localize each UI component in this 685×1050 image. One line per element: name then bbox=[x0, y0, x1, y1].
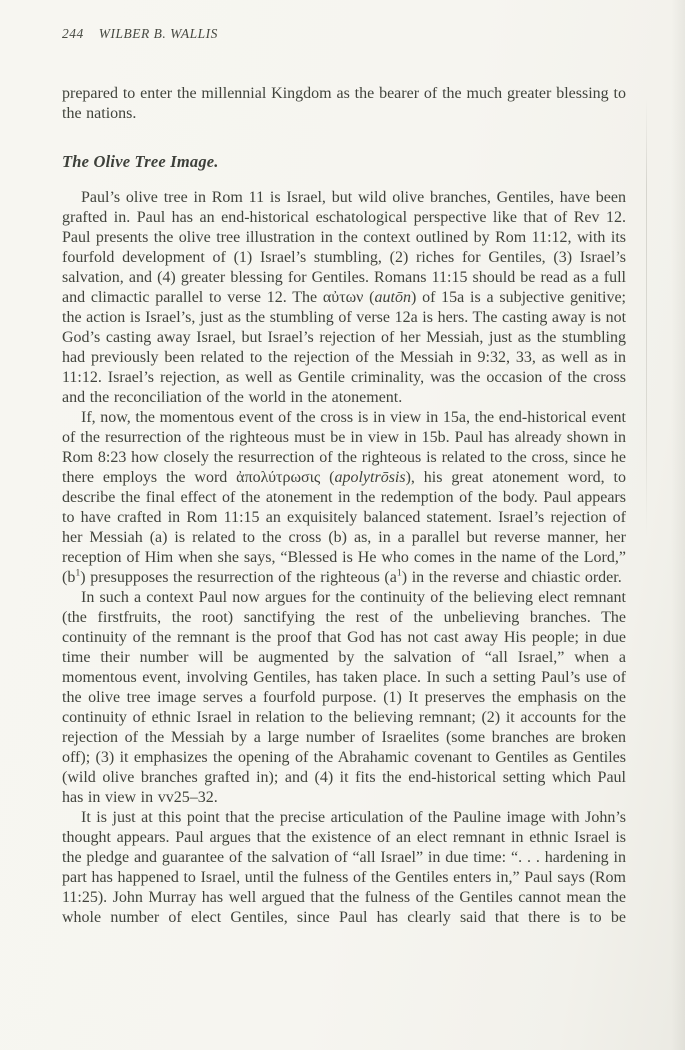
body-paragraph-1: Paul’s olive tree in Rom 11 is Israel, but wild olive branches, Gentiles, have been grafted in. Paul has an end-historical eschatological perspective like that of Rev 12. Paul presents the olive tree illustration in the context outlined by Rom 11:12, with its fourfold development of (1) Israel’s stumbling, (2) riches for Gentiles, (3) Israel’s salvation, and (4) greater blessing for Gentiles. Romans 11:15 should be read as a full and climactic parallel to verse 12. The αὐτων (autōn) of 15a is a subjective genitive; the action is Israel’s, just as the stumbling of verse 12a is hers. The casting away is not God’s casting away Israel, but Israel’s rejection of her Messiah, just as the stumbling had previously been related to the rejection of the Messiah in 9:32, 33, as well as in 11:12. Israel’s rejection, as well as Gentile criminality, was the occasion of the cross and the reconciliation of the world in the atonement. bbox=[62, 189, 627, 406]
continuation-paragraph: prepared to enter the millennial Kingdom as the bearer of the much greater blessing to the nations. bbox=[62, 85, 626, 122]
running-header bbox=[62, 26, 626, 42]
body-paragraph-2: If, now, the momentous event of the cross is in view in 15a, the end-historical event of the resurrection of the righteous must be in view in 15b. Paul has already shown in Rom 8:23 how closely the resurrection of the righteous is related to the cross, since he there employs the word ἀπολύτρωσις (apolytrōsis), his great atonement word, to describe the final effect of the atonement in the redemption of the body. Paul appears to have crafted in Rom 11:15 an exquisitely balanced statement. Israel’s rejection of her Messiah (a) is related to the cross (b) as, in a parallel but reverse manner, her reception of Him when she says, “Blessed is He who comes in the name of the Lord,” $(b^1)$ presupposes the resurrection of the righteous $(a^1)$ in the reverse and chiastic order. bbox=[62, 409, 626, 586]
body-paragraph-3: In such a context Paul now argues for the continuity of the believing elect remnant (the firstfruits, the root) sanctifying the rest of the unbelieving branches. The continuity of the remnant is the proof that God has not cast away His people; in due time their number will be augmented by the salvation of “all Israel,” when a momentous event, involving Gentiles, has taken place. In such a setting Paul’s use of the olive tree image serves a fourfold purpose. (1) It preserves the emphasis on the continuity of ethnic Israel in relation to the believing remnant; (2) it accounts for the rejection of the Messiah by a large number of Israelites (some branches are broken off); (3) it emphasizes the opening of the Abrahamic covenant to Gentiles as Gentiles (wild olive branches grafted in); and (4) it fits the end-historical setting which Paul has in view in vv25–32. bbox=[62, 589, 626, 806]
section-heading: The Olive Tree Image. bbox=[62, 152, 219, 171]
scan-artifact-line bbox=[646, 98, 647, 538]
body-paragraph-4: It is just at this point that the precise articulation of the Pauline image with John’s thought appears. Paul argues that the existence of an elect remnant in ethnic Israel is the pledge and guarantee of the salvation of “all Israel” in due time: “. . . hardening in part has happened to Israel, until the fulness of the Gentiles enters in,” Paul says (Rom 11:25). John Murray has well argued that the fulness of the Gentiles cannot mean the whole number of elect Gentiles, since Paul has clearly said that there is to be bbox=[62, 809, 626, 926]
page-number: 244 bbox=[62, 26, 84, 41]
running-title: WILBER B. WALLIS bbox=[98, 26, 218, 41]
